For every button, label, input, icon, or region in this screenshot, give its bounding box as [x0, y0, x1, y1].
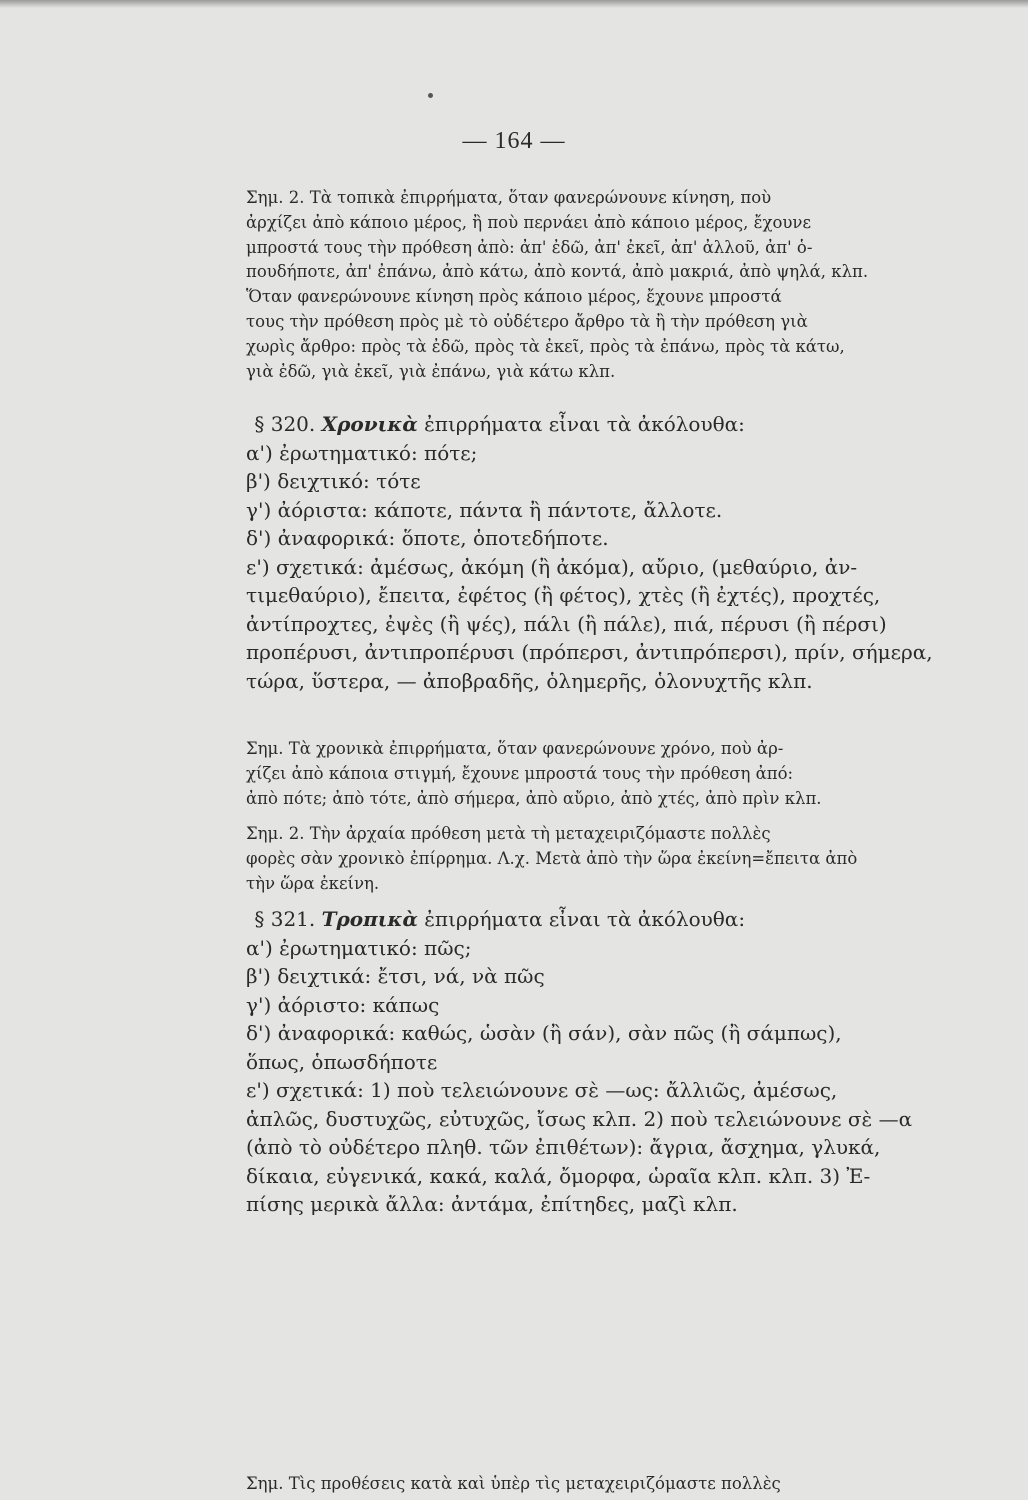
list-line: ὅπως, ὁπωσδήποτε	[246, 1049, 438, 1074]
list-line: γ') ἀόριστο: κάπως	[246, 992, 440, 1017]
list-line: α') ἐρωτηματικό: πότε;	[246, 440, 478, 465]
list-line: γ') ἀόριστα: κάποτε, πάντα ἢ πάντοτε, ἄλλοτε.	[246, 497, 723, 522]
list-line: β') δειχτικό: τότε	[246, 469, 421, 493]
list-line: ἀντίπροχτες, ἐψὲς (ἢ ψές), πάλι (ἢ πάλε), πιά, πέρυσι (ἢ πέρσι)	[246, 611, 887, 636]
note-line: χωρὶς ἄρθρο: πρὸς τὰ ἐδῶ, πρὸς τὰ ἐκεῖ, πρὸς τὰ ἐπάνω, πρὸς τὰ κάτω,	[246, 336, 845, 356]
list-line: δίκαια, εὐγενικά, κακά, καλά, ὄμορφα, ὡραῖα κλπ. κλπ. 3) Ἐ-	[246, 1163, 871, 1188]
list-line: α') ἐρωτηματικό: πῶς;	[246, 935, 472, 960]
note-line: τὴν ὥρα ἐκείνη.	[246, 873, 380, 893]
note-line: πουδήποτε, ἀπ' ἐπάνω, ἀπὸ κάτω, ἀπὸ κοντά, ἀπὸ μακριά, ἀπὸ ψηλά, κλπ.	[246, 262, 869, 282]
section-320	[246, 410, 954, 695]
note-line: τους τὴν πρόθεση πρὸς μὲ τὸ οὐδέτερο ἄρθρο τὰ ἢ τὴν πρόθεση γιὰ	[246, 311, 808, 331]
note-line: ἀρχίζει ἀπὸ κάποιο μέρος, ἢ ποὺ περνάει ἀπὸ κάποιο μέρος, ἔχουνε	[246, 212, 811, 232]
section-321-note	[246, 1472, 954, 1497]
section-320-number: § 320.	[254, 412, 316, 436]
note-line: ἀπὸ πότε; ἀπὸ τότε, ἀπὸ σήμερα, ἀπὸ αὔριο, ἀπὸ χτές, ἀπὸ πρὶν κλπ.	[246, 788, 822, 808]
section-321-number: § 321.	[254, 907, 316, 931]
note-line: Σημ. Τὰ χρονικὰ ἐπιρρήματα, ὅταν φανερώνουνε χρόνο, ποὺ ἀρ-	[246, 739, 784, 758]
note-line: φορὲς σὰν χρονικὸ ἐπίρρημα. Λ.χ. Μετὰ ἀπὸ τὴν ὥρα ἐκείνη=ἔπειτα ἀπὸ	[246, 848, 858, 868]
list-line: ἁπλῶς, δυστυχῶς, εὐτυχῶς, ἴσως κλπ. 2) ποὺ τελειώνουνε σὲ —α	[246, 1106, 913, 1131]
list-line: β') δειχτικά: ἔτσι, νά, νὰ πῶς	[246, 964, 545, 988]
list-line: δ') ἀναφορικά: ὅποτε, ὁποτεδήποτε.	[246, 526, 609, 550]
section-321-note-line: Σημ. Τὶς προθέσεις κατὰ καὶ ὑπὲρ τὶς μεταχειριζόμαστε πολλὲς	[246, 1474, 781, 1493]
section-321	[246, 905, 954, 1219]
section-320-list	[246, 439, 954, 696]
section-320-title: Χρονικὰ	[321, 412, 418, 436]
list-line: πίσης μερικὰ ἄλλα: ἀντάμα, ἐπίτηδες, μαζὶ κλπ.	[246, 1192, 738, 1216]
list-line: τώρα, ὕστερα, — ἀποβραδῆς, ὁλημερῆς, ὁλονυχτῆς κλπ.	[246, 668, 813, 693]
list-line: ε') σχετικά: 1) ποὺ τελειώνουνε σὲ —ως: ἄλλιῶς, ἀμέσως,	[246, 1078, 838, 1102]
list-line: ε') σχετικά: ἀμέσως, ἀκόμη (ἢ ἀκόμα), αὔριο, (μεθαύριο, ἀν-	[246, 554, 858, 579]
section-321-intro: ἐπιρρήματα εἶναι τὰ ἀκόλουθα:	[424, 907, 746, 931]
section-320-heading	[246, 410, 954, 439]
note-line: χίζει ἀπὸ κάποια στιγμή, ἔχουνε μπροστά τους τὴν πρόθεση ἀπό:	[246, 763, 794, 783]
note-line: Σημ. 2. Τὰ τοπικὰ ἐπιρρήματα, ὅταν φανερώνουνε κίνηση, ποὺ	[246, 188, 772, 207]
note-line: Σημ. 2. Τὴν ἀρχαία πρόθεση μετὰ τὴ μεταχειριζόμαστε πολλὲς	[246, 824, 771, 843]
note-line: γιὰ ἐδῶ, γιὰ ἐκεῖ, γιὰ ἐπάνω, γιὰ κάτω κλπ.	[246, 361, 616, 381]
section-320-note-2	[246, 822, 954, 896]
section-320-note-1	[246, 737, 954, 811]
page-number: — 164 —	[462, 128, 566, 154]
list-line: τιμεθαύριο), ἔπειτα, ἐφέτος (ἢ φέτος), χτὲς (ἢ ἐχτές), προχτές,	[246, 583, 881, 607]
section-321-list	[246, 934, 954, 1219]
note-top	[246, 186, 954, 384]
note-line: μπροστά τους τὴν πρόθεση ἀπὸ: ἀπ' ἐδῶ, ἀπ' ἐκεῖ, ἀπ' ἀλλοῦ, ἀπ' ὁ-	[246, 237, 813, 257]
section-321-heading	[246, 905, 954, 934]
section-320-intro: ἐπιρρήματα εἶναι τὰ ἀκόλουθα:	[424, 412, 745, 436]
list-line: δ') ἀναφορικά: καθώς, ὡσὰν (ἢ σάν), σὰν πῶς (ἢ σάμπως),	[246, 1021, 842, 1045]
list-line: προπέρυσι, ἀντιπροπέρυσι (πρόπερσι, ἀντιπρόπερσι), πρίν, σήμερα,	[246, 640, 933, 664]
list-line: (ἀπὸ τὸ οὐδέτερο πληθ. τῶν ἐπιθέτων): ἄγρια, ἄσχημα, γλυκά,	[246, 1135, 881, 1159]
ink-dot	[428, 93, 433, 98]
page-top-edge	[0, 0, 1028, 8]
note-line: Ὅταν φανερώνουνε κίνηση πρὸς κάποιο μέρος, ἔχουνε μπροστά	[246, 287, 782, 307]
section-321-title: Τροπικὰ	[321, 907, 418, 931]
